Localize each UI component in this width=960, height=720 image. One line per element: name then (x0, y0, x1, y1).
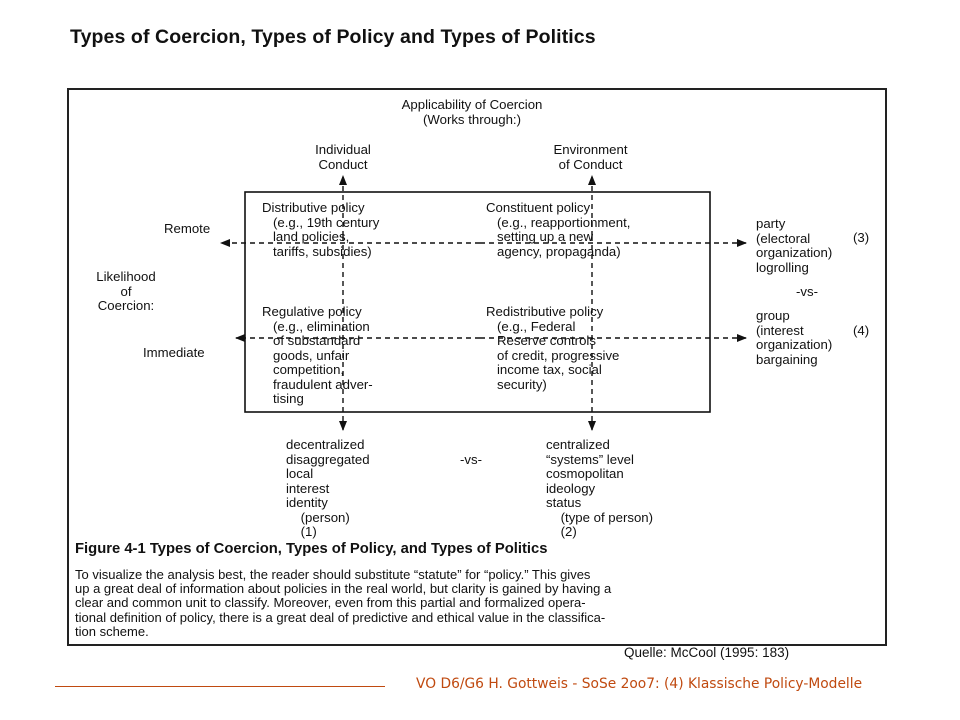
individual-conduct-label: Individual Conduct (315, 142, 371, 172)
group-politics-block: group (interest organization) bargaining (756, 308, 833, 367)
environment-of-conduct-label: Environment of Conduct (553, 142, 628, 172)
group-number: (4) (853, 323, 870, 338)
footer-rule (55, 686, 385, 687)
constituent-policy-cell: Constituent policy (e.g., reapportionment, setting up a new agency, propaganda) (486, 200, 631, 259)
remote-label: Remote (164, 221, 211, 236)
likelihood-of-coercion-label: Likelihood of Coercion: (96, 269, 156, 313)
party-number: (3) (853, 230, 870, 245)
distributive-policy-cell: Distributive policy (e.g., 19th century land policies, tariffs, subsidies) (262, 200, 380, 259)
vs-bottom-label: -vs- (460, 452, 482, 467)
party-politics-block: party (electoral organization) logrolling (756, 216, 833, 275)
figure-caption-body: To visualize the analysis best, the reader should substitute “statute” for “policy.” This gives up a great deal of information about policies in the real world, but clarity is gained by having a clear and common unit to classify. Moreover, even from this partial and formalized opera- tional definition of policy, there is a great deal of predictive and ethical value in the classifica- tion scheme. (75, 567, 612, 639)
footer-text: VO D6/G6 H. Gottweis - SoSe 2oo7: (4) Klassische Policy-Modelle (416, 676, 863, 692)
applicability-heading: Applicability of Coercion (Works through:) (401, 97, 543, 127)
immediate-label: Immediate (143, 345, 205, 360)
centralized-block: centralized “systems” level cosmopolitan ideology status (type of person) (2) (546, 437, 654, 539)
redistributive-policy-cell: Redistributive policy (e.g., Federal Reserve controls of credit, progressive income tax, social security) (486, 304, 620, 392)
vs-right-label: -vs- (796, 284, 818, 299)
source-citation: Quelle: McCool (1995: 183) (624, 645, 790, 660)
decentralized-block: decentralized disaggregated local interest identity (person) (1) (286, 437, 370, 539)
figure-caption-title: Figure 4-1 Types of Coercion, Types of Policy, and Types of Politics (75, 541, 548, 557)
regulative-policy-cell: Regulative policy (e.g., elimination of substandard goods, unfair competition, fraudulent adver- tising (262, 304, 373, 406)
slide-title: Types of Coercion, Types of Policy and Types of Politics (70, 26, 596, 48)
